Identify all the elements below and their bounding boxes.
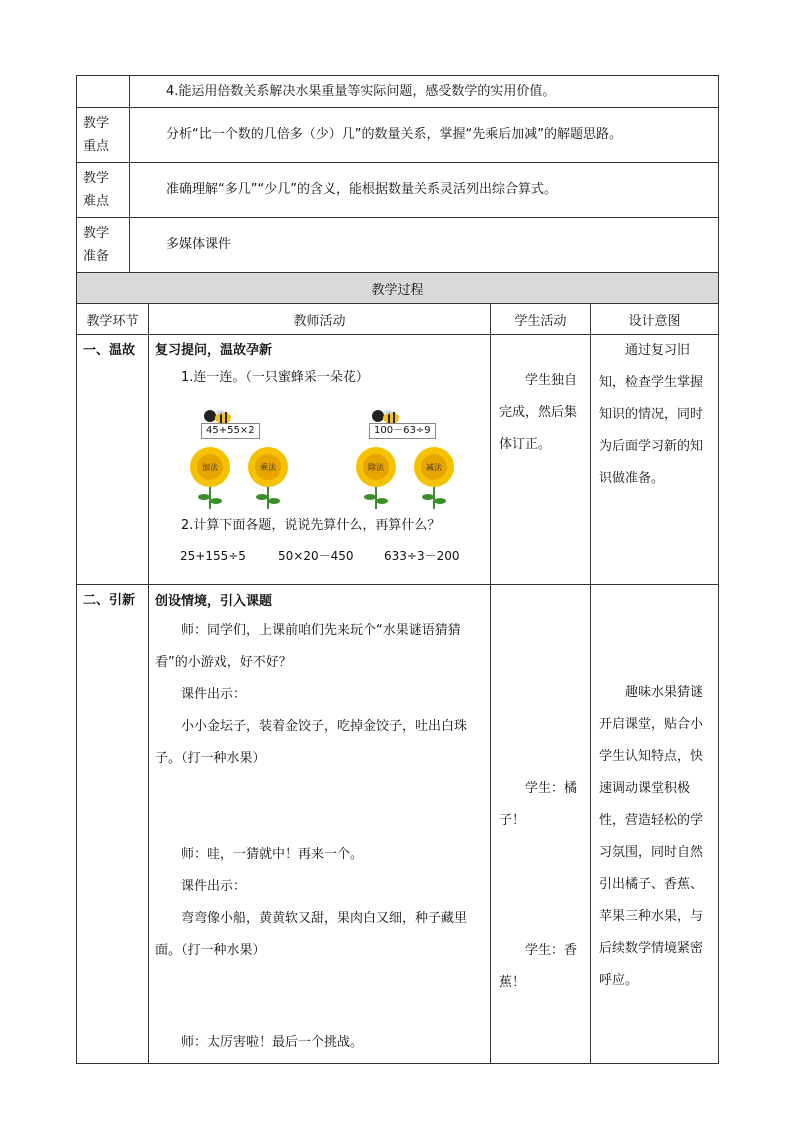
teacher-activity (149, 335, 491, 585)
key-points-text: 分析“比一个数的几倍多（少）几”的数量关系，掌握“先乘后加减”的解题思路。 (166, 127, 622, 142)
calc-item: 25+155÷5 (180, 549, 246, 563)
dialogue-line: 师：同学们，上课前咱们先来玩个“水果谜语猜猜 (181, 623, 461, 638)
svg-text:加法: 加法 (202, 463, 218, 472)
preparation-row (77, 218, 719, 273)
calc-list (180, 545, 484, 567)
exercise-1: 1.连一连。（一只蜜蜂采一朵花） (181, 370, 369, 385)
sunflower-icon (353, 445, 399, 509)
review-row (77, 335, 719, 585)
activity-heading: 复习提问，温故孕新 (155, 343, 273, 358)
row-label: 教学 难点 (77, 163, 130, 218)
row-label (77, 76, 130, 108)
exercise-2: 2.计算下面各题，说说先算什么，再算什么？ (181, 518, 441, 533)
svg-text:乘法: 乘法 (260, 463, 276, 472)
teacher-activity (149, 585, 491, 1064)
dialogue-line: 课件出示： (181, 879, 247, 894)
lesson-plan-table (76, 75, 719, 1064)
riddle-line: 小小金坛子，装着金饺子，吃掉金饺子，吐出白珠 (181, 719, 468, 734)
sunflower-icon (411, 445, 457, 509)
expression-box: 100－63÷9 (369, 423, 436, 439)
stage-label: 二、引新 (77, 585, 149, 1064)
student-answer: 学生：橘子！ (499, 781, 578, 828)
column-header: 学生活动 (491, 304, 591, 335)
stage-label: 一、温故 (77, 335, 149, 585)
difficulty-text: 准确理解“多几”“少几”的含义，能根据数量关系灵活列出综合算式。 (166, 182, 557, 197)
riddle-line: 子。（打一种水果） (155, 751, 266, 766)
expression-area (155, 393, 484, 445)
row-label: 教学 重点 (77, 108, 130, 163)
calc-item: 633÷3－200 (384, 549, 460, 563)
calc-item: 50×20－450 (278, 549, 354, 563)
dialogue-line: 看”的小游戏，好不好？ (155, 655, 292, 670)
svg-text:除法: 除法 (368, 463, 384, 472)
column-header: 教学环节 (77, 304, 149, 335)
column-header-row (77, 304, 719, 335)
lesson-plan-page (76, 75, 718, 1064)
activity-heading: 创设情境，引入课题 (155, 594, 273, 609)
dialogue-line: 课件出示： (181, 687, 247, 702)
difficulty-row (77, 163, 719, 218)
design-intent: 通过复习旧知，检查学生掌握知识的情况，同时为后面学习新的知识做准备。 (599, 343, 704, 486)
riddle-line: 弯弯像小船，黄黄软又甜，果肉白又细，种子藏里 (181, 911, 468, 926)
sunflower-icon (245, 445, 291, 509)
dialogue-line: 师：太厉害啦！最后一个挑战。 (181, 1035, 364, 1050)
student-activity: 学生独自完成，然后集体订正。 (499, 373, 578, 452)
key-points-row (77, 108, 719, 163)
svg-text:减法: 减法 (426, 463, 442, 472)
preparation-text: 多媒体课件 (166, 237, 232, 252)
row-label: 教学 准备 (77, 218, 130, 273)
objective-row (77, 76, 719, 108)
section-header-row (77, 273, 719, 304)
section-title: 教学过程 (77, 273, 719, 304)
design-intent: 趣味水果猜谜开启课堂，贴合小学生认知特点，快速调动课堂积极性，营造轻松的学习氛围，同时自然引出橘子、香蕉、苹果三种水果，与后续数学情境紧密呼应。 (599, 685, 704, 988)
column-header: 设计意图 (591, 304, 719, 335)
column-header: 教师活动 (149, 304, 491, 335)
flower-row (155, 445, 484, 509)
introduction-row (77, 585, 719, 1064)
expression-box: 45+55×2 (201, 423, 260, 439)
sunflower-icon (187, 445, 233, 509)
student-answer: 学生：香蕉！ (499, 943, 578, 990)
objective-text: 4.能运用倍数关系解决水果重量等实际问题，感受数学的实用价值。 (166, 83, 556, 99)
riddle-line: 面。（打一种水果） (155, 943, 266, 958)
dialogue-line: 师：哇，一猜就中！再来一个。 (181, 847, 364, 862)
